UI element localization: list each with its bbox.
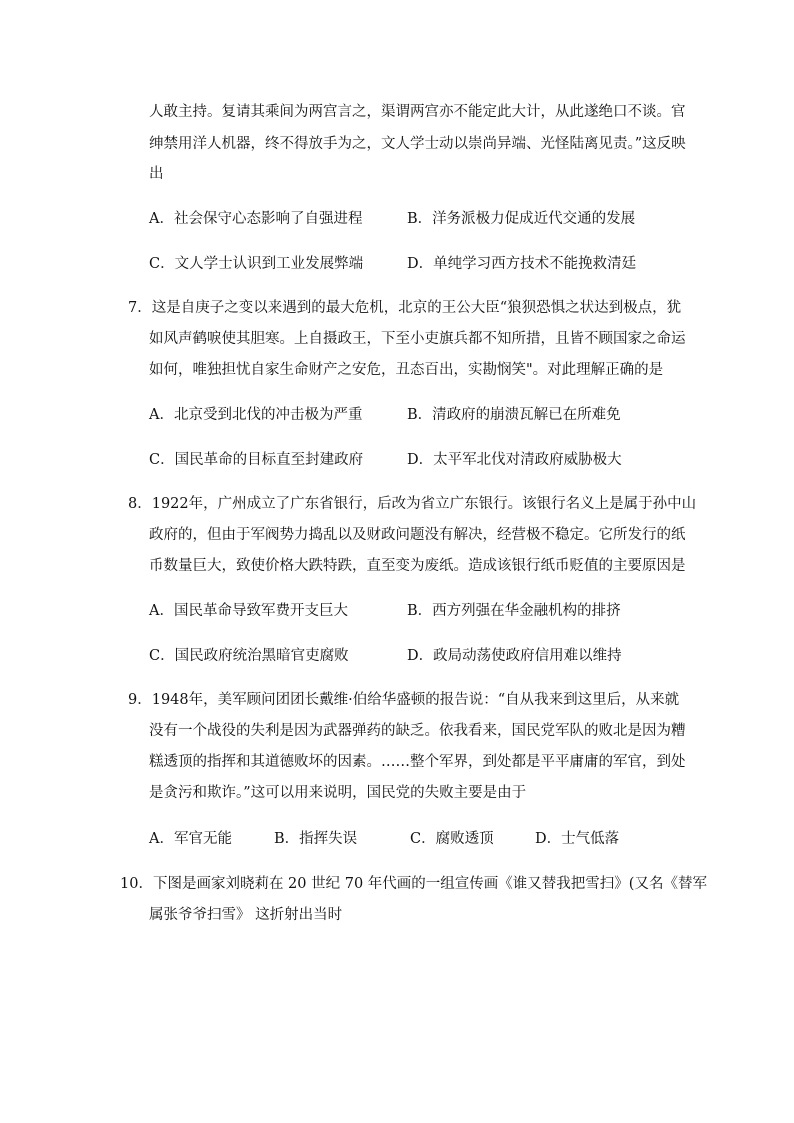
q6-line-3: 出 [149,166,164,182]
q6-option-c: C．文人学士认识到工业发展弊端 [149,256,364,272]
q9-line-2: 没有一个战役的失利是因为武器弹药的缺乏。依我看来，国民党军队的败北是因为糟 [149,723,686,739]
q7-line-3: 如何，唯独担忧自家生命财产之安危，丑态百出，实勘悯笑"。对此理解正确的是 [149,362,664,378]
q6-option-d: D．单纯学习西方技术不能挽救清廷 [407,256,637,272]
q9-option-b: B．指挥失误 [274,831,358,847]
q7-option-d: D．太平军北伐对清政府威胁极大 [407,452,622,468]
q8-option-c: C．国民政府统治黑暗官吏腐败 [149,648,349,664]
q7-option-c: C．国民革命的目标直至封建政府 [149,452,364,468]
q10-line-1: 10．下图是画家刘晓莉在 20 世纪 70 年代画的一组宣传画《谁又替我把雪扫》(又名《替军 [120,876,707,892]
q7-option-a: A．北京受到北伐的冲击极为严重 [149,407,363,423]
q7-line-1: 7．这是自庚子之变以来遇到的最大危机，北京的王公大臣“狼狈恐惧之状达到极点，犹 [128,300,682,316]
q8-option-b: B．西方列强在华金融机构的排挤 [407,603,621,619]
q8-option-d: D．政局动荡使政府信用难以维持 [407,648,622,664]
q10-line-2: 属张爷爷扫雪》 这折射出当时 [149,907,343,923]
q6-option-a: A．社会保守心态影响了自强进程 [149,211,363,227]
q8-option-a: A．国民革命导致军费开支巨大 [149,603,348,619]
q9-line-3: 糕透顶的指挥和其道德败坏的因素。……整个军界，到处都是平平庸庸的军官，到处 [149,754,686,770]
q7-line-2: 如风声鹤唳使其胆寒。上自摄政王，下至小吏旗兵都不知所措，且皆不顾国家之命运 [149,331,686,347]
q9-option-a: A．军官无能 [149,831,232,847]
q9-option-d: D．士气低落 [535,831,620,847]
q7-option-b: B．清政府的崩溃瓦解已在所难免 [407,407,621,423]
q8-line-2: 政府的，但由于军阀势力捣乱以及财政问题没有解决，经营极不稳定。它所发行的纸 [149,527,686,543]
q9-line-4: 是贪污和欺诈。”这可以用来说明，国民党的失败主要是由于 [149,785,527,801]
q8-line-1: 8．1922年，广州成立了广东省银行，后改为省立广东银行。该银行名义上是属于孙中山 [128,496,697,512]
q6-option-b: B．洋务派极力促成近代交通的发展 [407,211,636,227]
q9-option-c: C．腐败透顶 [410,831,494,847]
q6-line-2: 绅禁用洋人机器，终不得放手为之，文人学士动以崇尚异端、光怪陆离见责。”这反映 [149,136,686,152]
q9-line-1: 9．1948年，美军顾问团团长戴维·伯给华盛顿的报告说：“自从我来到这里后，从来就 [128,692,680,708]
q6-line-1: 人敢主持。复请其乘间为两宫言之，渠谓两宫亦不能定此大计，从此遂绝口不谈。官 [149,104,686,120]
q8-line-3: 币数量巨大，致使价格大跌特跌，直至变为废纸。造成该银行纸币贬值的主要原因是 [149,558,686,574]
